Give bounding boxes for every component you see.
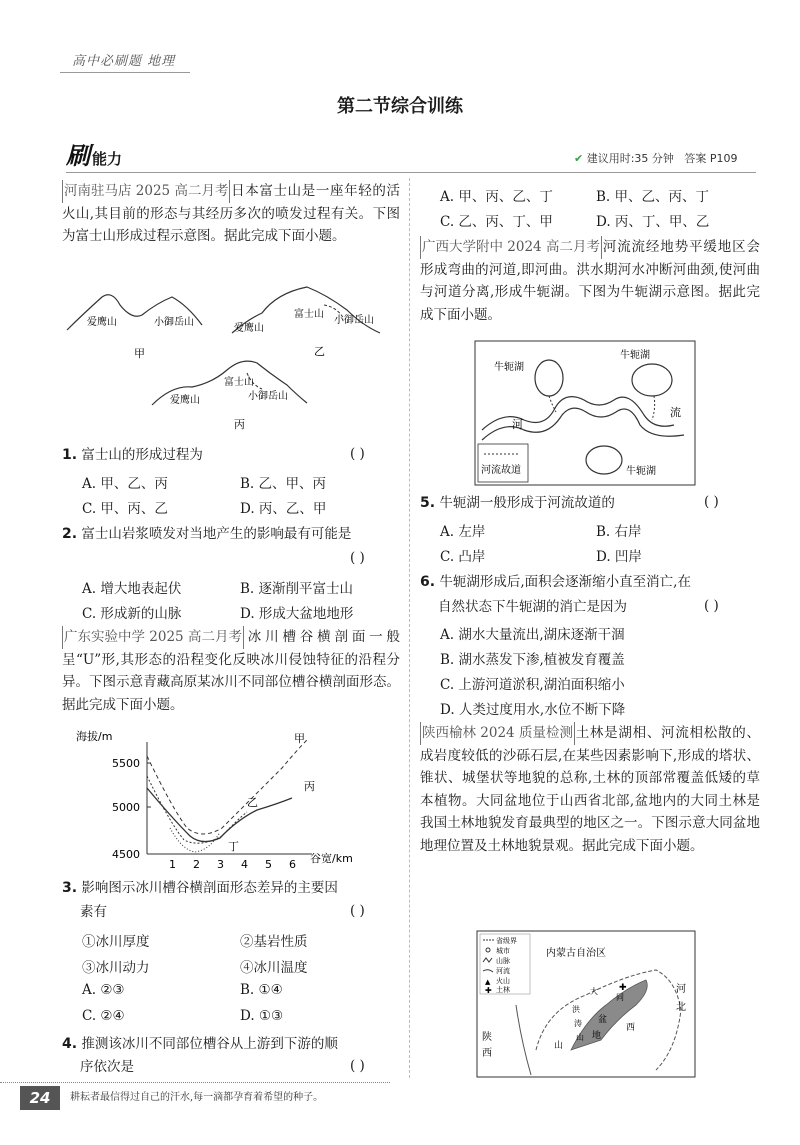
chart-xlabel: 谷宽/km bbox=[310, 852, 353, 865]
check-icon: ✔ bbox=[574, 152, 584, 165]
question-3 bbox=[62, 877, 338, 900]
xtick-3: 3 bbox=[217, 858, 224, 868]
passage-4-text: 土林是湖相、河流相松散的、成岩度较低的沙砾石层,在某些因素影响下,形成的塔状、锥状、城堡状等地貌的总称,土林的顶部常覆盖低矮的草本植物。大同盆地位于山西省北部,盆地内的大同土林是我国土林地貌发育最典型的地区之一。下图示意大同盆地地理位置及土林地貌景观。据此完成下面小题。 bbox=[420, 725, 760, 854]
q6-answer-blank[interactable]: ( ) bbox=[704, 598, 719, 614]
map-basin-char-1: 盆 bbox=[598, 1015, 608, 1025]
ability-label: 能力 bbox=[92, 150, 123, 168]
passage-3 bbox=[420, 236, 760, 326]
glacier-profile-chart bbox=[62, 728, 400, 868]
q4-stem-line1: 推测该冰川不同部位槽谷从上游到下游的顺 bbox=[81, 1036, 338, 1052]
q5-option-b[interactable]: B. 右岸 bbox=[596, 524, 642, 540]
q3-answer-blank[interactable]: ( ) bbox=[350, 903, 365, 919]
q1-answer-blank[interactable]: ( ) bbox=[350, 446, 365, 462]
legend-old-channel: 河流故道 bbox=[481, 465, 521, 476]
map-shanxi-1: 山 bbox=[554, 1041, 564, 1051]
column-divider bbox=[409, 178, 411, 1078]
xtick-5: 5 bbox=[265, 858, 272, 868]
series-bing-label: 丙 bbox=[304, 780, 315, 793]
map-basin-char-2: 地 bbox=[592, 1031, 602, 1041]
fig1-c-label: 丙 bbox=[234, 418, 245, 431]
oxbow-label-2: 牛轭湖 bbox=[620, 350, 650, 361]
ytick-5500: 5500 bbox=[112, 757, 140, 770]
xtick-4: 4 bbox=[241, 858, 248, 868]
q2-option-d[interactable]: D. 形成大盆地地形 bbox=[240, 606, 354, 622]
map-hebei-2: 北 bbox=[676, 1002, 686, 1013]
q3-stem-line2: 素有 bbox=[80, 904, 107, 920]
passage-4 bbox=[420, 722, 760, 857]
fig1-c-mtn2: 富士山 bbox=[224, 377, 254, 388]
series-ding-label: 丁 bbox=[228, 840, 239, 853]
legend-earth-forest: 土林 bbox=[496, 986, 510, 994]
q3-stem-line1: 影响图示冰川槽谷横剖面形态差异的主要因 bbox=[81, 880, 338, 896]
series-bing-line bbox=[147, 788, 292, 842]
fig1-b-mtn2: 富士山 bbox=[294, 309, 324, 320]
legend-box bbox=[478, 444, 528, 482]
passage-4-source: 陕西榆林 2024 质量检测 bbox=[420, 722, 575, 745]
passage-2-wrap bbox=[62, 626, 400, 716]
q1-option-a[interactable]: A. 甲、乙、丙 bbox=[82, 476, 168, 492]
fig1-a-mtn1: 爱鹰山 bbox=[87, 317, 117, 328]
legend-earth-forest-symbol: ✚ bbox=[485, 986, 492, 995]
datong-basin-map bbox=[476, 930, 696, 1078]
passage-2 bbox=[62, 626, 400, 716]
q6-option-c[interactable]: C. 上游河道淤积,湖泊面积缩小 bbox=[440, 677, 625, 693]
q3-option-c[interactable]: C. ②④ bbox=[82, 1008, 125, 1024]
map-shanxi-2: 西 bbox=[626, 1023, 636, 1033]
map-datong-1: 大 bbox=[590, 987, 598, 996]
book-header: 高中必刷题 地理 bbox=[72, 54, 176, 69]
series-jia-line bbox=[147, 740, 307, 834]
fig1-b-label: 乙 bbox=[314, 345, 325, 358]
q6-stem-line1: 牛轭湖形成后,面积会逐渐缩小直至消亡,在 bbox=[439, 574, 691, 590]
q5-option-c[interactable]: C. 凸岸 bbox=[440, 549, 486, 565]
map-earth-forest-marker: ✚ bbox=[619, 983, 627, 993]
q6-stem-line2: 自然状态下牛轭湖的消亡是因为 bbox=[438, 599, 627, 615]
series-yi-label: 乙 bbox=[247, 796, 258, 809]
q4-option-a[interactable]: A. 甲、丙、乙、丁 bbox=[440, 189, 553, 205]
question-1 bbox=[62, 444, 203, 467]
ability-banner bbox=[66, 136, 122, 171]
q3-option-d[interactable]: D. ①③ bbox=[240, 1008, 284, 1024]
passage-4-wrap bbox=[420, 722, 760, 857]
q4-answer-blank[interactable]: ( ) bbox=[350, 1058, 365, 1074]
oxbow-label-1: 牛轭湖 bbox=[494, 362, 524, 373]
xtick-2: 2 bbox=[193, 858, 200, 868]
ytick-4500: 4500 bbox=[112, 848, 140, 861]
legend-volcano: 火山 bbox=[496, 977, 510, 985]
q2-option-b[interactable]: B. 逐渐削平富士山 bbox=[240, 581, 354, 597]
map-hebei-1: 河 bbox=[676, 984, 686, 995]
passage-1-source: 河南驻马店 2025 高二月考 bbox=[62, 180, 230, 203]
q3-statement-4: ④冰川温度 bbox=[240, 960, 308, 976]
q2-number: 2. bbox=[62, 526, 78, 542]
map-tao: 涛 bbox=[574, 1019, 582, 1028]
question-6 bbox=[420, 571, 691, 594]
fuji-formation-figure bbox=[62, 285, 400, 435]
q2-option-a[interactable]: A. 增大地表起伏 bbox=[82, 581, 182, 597]
passage-3-text: 河流流经地势平缓地区会形成弯曲的河道,即河曲。洪水期河水冲断河曲颈,使河曲与河道分离,形成牛轭湖。下图为牛轭湖示意图。据此完成下面小题。 bbox=[420, 239, 760, 323]
ability-rule bbox=[66, 172, 756, 173]
map-hong: 洪 bbox=[572, 1005, 580, 1014]
q3-statement-1: ①冰川厚度 bbox=[82, 934, 150, 950]
fig1-c-mtn3: 小御岳山 bbox=[248, 391, 288, 402]
river-label-2: 流 bbox=[670, 406, 681, 419]
ytick-5000: 5000 bbox=[112, 801, 140, 814]
q3-statement-2: ②基岩性质 bbox=[240, 934, 308, 950]
q5-option-a[interactable]: A. 左岸 bbox=[440, 524, 486, 540]
legend-provincial-border: 省级界 bbox=[496, 937, 517, 945]
header-rule bbox=[60, 72, 190, 73]
question-5 bbox=[420, 492, 615, 515]
page-number: 24 bbox=[20, 1086, 60, 1110]
passage-1-text: 日本富士山是一座年轻的活火山,其目前的形态与其经历多次的喷发过程有关。下图为富士山形成过程示意图。据此完成下面小题。 bbox=[62, 183, 400, 244]
map-datong-2: 同 bbox=[616, 993, 624, 1002]
q1-stem: 富士山的形成过程为 bbox=[81, 447, 203, 463]
passage-1 bbox=[62, 180, 400, 248]
answer-page: 答案 P109 bbox=[684, 152, 738, 165]
series-jia-label: 甲 bbox=[294, 732, 305, 745]
oxbow-lake-figure bbox=[474, 340, 696, 486]
q5-option-d[interactable]: D. 凹岸 bbox=[596, 549, 642, 565]
q4-option-b[interactable]: B. 甲、乙、丙、丁 bbox=[596, 189, 710, 205]
q6-option-b[interactable]: B. 湖水蒸发下渗,植被发育覆盖 bbox=[440, 652, 625, 668]
fig1-c-mtn1: 爱鹰山 bbox=[170, 395, 200, 406]
legend-city: 城市 bbox=[496, 947, 510, 955]
oxbow-label-3: 牛轭湖 bbox=[626, 466, 656, 477]
xtick-1: 1 bbox=[169, 858, 176, 868]
question-4 bbox=[62, 1033, 338, 1056]
ability-big-char: 刷 bbox=[66, 142, 90, 170]
q3-option-b[interactable]: B. ①④ bbox=[240, 982, 283, 998]
passage-2-text: 冰川槽谷横剖面一般呈“U”形,其形态的沿程变化反映冰川侵蚀特征的沿程分异。下图示意青藏高原某冰川不同部位槽谷横剖面形态。据此完成下面小题。 bbox=[62, 629, 400, 713]
legend-mountain: 山脉 bbox=[496, 957, 510, 965]
legend-volcano-symbol: ▲ bbox=[485, 978, 491, 986]
map-shaanxi-2: 西 bbox=[482, 1048, 492, 1059]
legend-river: 河流 bbox=[496, 967, 510, 975]
q3-statement-3: ③冰川动力 bbox=[82, 960, 150, 976]
q5-number: 5. bbox=[420, 495, 436, 511]
q6-option-a[interactable]: A. 湖水大量流出,湖床逐渐干涸 bbox=[440, 627, 625, 643]
passage-3-wrap bbox=[420, 236, 760, 326]
q4-option-c[interactable]: C. 乙、丙、丁、甲 bbox=[440, 214, 553, 230]
q1-option-d[interactable]: D. 丙、乙、甲 bbox=[240, 501, 327, 517]
q4-number: 4. bbox=[62, 1036, 78, 1052]
chart-ylabel: 海拔/m bbox=[76, 730, 113, 743]
q2-stem: 富士山岩浆喷发对当地产生的影响最有可能是 bbox=[81, 526, 352, 542]
q6-option-d[interactable]: D. 人类过度用水,水位不断下降 bbox=[440, 702, 626, 718]
passage-2-source: 广东实验中学 2025 高二月考 bbox=[62, 626, 244, 649]
q4-stem-line2: 序依次是 bbox=[80, 1059, 134, 1075]
q1-option-c[interactable]: C. 甲、丙、乙 bbox=[82, 501, 168, 517]
q1-number: 1. bbox=[62, 447, 78, 463]
passage-3-source: 广西大学附中 2024 高二月考 bbox=[420, 236, 602, 259]
q2-option-c[interactable]: C. 形成新的山脉 bbox=[82, 606, 182, 622]
q5-stem: 牛轭湖一般形成于河流故道的 bbox=[439, 495, 615, 511]
map-region-inner-mongolia: 内蒙古自治区 bbox=[546, 948, 606, 959]
footer-motto: 耕耘者最信得过自己的汗水,每一滴都孕育着希望的种子。 bbox=[70, 1092, 324, 1103]
q4-option-d[interactable]: D. 丙、丁、甲、乙 bbox=[596, 214, 710, 230]
q3-number: 3. bbox=[62, 880, 78, 896]
map-shaanxi-1: 陕 bbox=[482, 1032, 492, 1043]
fig1-a-label: 甲 bbox=[134, 347, 145, 360]
time-hint bbox=[574, 150, 738, 166]
xtick-6: 6 bbox=[289, 858, 296, 868]
section-title: 第二节综合训练 bbox=[337, 96, 463, 117]
river-label-1: 河 bbox=[512, 418, 523, 431]
q1-option-b[interactable]: B. 乙、甲、丙 bbox=[240, 476, 327, 492]
suggested-time: 建议用时:35 分钟 bbox=[586, 152, 674, 165]
fig1-a-mtn2: 小御岳山 bbox=[154, 317, 194, 328]
left-column bbox=[62, 180, 400, 248]
q2-answer-blank[interactable]: ( ) bbox=[350, 550, 365, 566]
fig1-b-mtn3: 小御岳山 bbox=[334, 315, 374, 326]
fig1-b-mtn1: 爱鹰山 bbox=[234, 323, 264, 334]
q5-answer-blank[interactable]: ( ) bbox=[704, 494, 719, 510]
footer-rule bbox=[0, 1082, 390, 1083]
map-shan: 山 bbox=[576, 1033, 584, 1042]
q3-option-a[interactable]: A. ②③ bbox=[82, 982, 125, 998]
q6-number: 6. bbox=[420, 574, 436, 590]
question-2 bbox=[62, 523, 351, 546]
